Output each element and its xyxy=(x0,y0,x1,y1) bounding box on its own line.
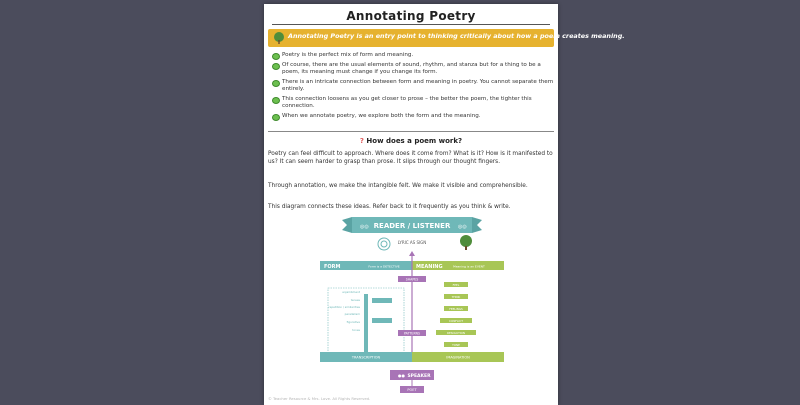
form-sub-label: Form is a DETECTIVE xyxy=(368,264,400,269)
form-item: tones xyxy=(352,328,360,332)
bullet-icon xyxy=(272,53,280,60)
poetry-diagram xyxy=(264,214,558,404)
footer-credit: © Teacher Resource & Mrs. Love. All Rights Reserved. xyxy=(268,396,371,401)
meaning-item: FEEL xyxy=(452,282,460,287)
paragraph: Through annotation, we make the intangible felt. We make it visible and comprehensible. xyxy=(268,183,528,189)
meaning-item: RESOLUTION xyxy=(447,330,465,335)
mask-icon: ●● xyxy=(398,373,405,378)
poet-label: POET xyxy=(407,388,417,392)
tree-icon xyxy=(272,31,286,45)
paragraph: This diagram connects these ideas. Refer back to it frequently as you think & write. xyxy=(268,204,511,210)
meaning-item: FEELINGS xyxy=(449,306,463,311)
bullet-text: Of course, there are the usual elements of sound, rhythm, and stanza but for a thing to be a poem, its meaning must change if you change its form. xyxy=(282,62,541,75)
lyric-label: LYRIC AS SIGN xyxy=(397,240,427,245)
section-heading xyxy=(264,137,558,145)
bullet-item xyxy=(272,62,554,76)
bullet-icon xyxy=(272,63,280,70)
ribbon-left-tail xyxy=(342,217,352,233)
meaning-label: MEANING xyxy=(416,264,443,270)
meaning-item: THINK xyxy=(451,294,461,299)
bullet-item xyxy=(272,52,554,59)
section-divider xyxy=(268,131,554,132)
bullet-icon xyxy=(272,97,280,104)
shapes-label: SHAPES xyxy=(405,277,419,282)
bullet-item xyxy=(272,79,554,93)
paragraph: Poetry can feel difficult to approach. Where does it come from? What is it? How is it manifested to us? It can seem harder to grasp than prose. It slips through our thought fingers. xyxy=(268,151,553,165)
form-item: enjambment xyxy=(342,290,360,294)
transcription-label: TRANSCRIPTION xyxy=(351,355,381,360)
meaning-item: CONFLICT xyxy=(449,318,463,323)
bullet-text: Poetry is the perfect mix of form and meaning. xyxy=(282,52,414,58)
bullet-icon xyxy=(272,114,280,121)
glasses-icon-right: ◎◎ xyxy=(458,224,467,230)
bullet-item xyxy=(272,96,554,110)
tree-icon-diagram xyxy=(460,235,472,250)
bullet-item xyxy=(272,113,554,120)
form-column xyxy=(364,294,368,354)
bullet-text: This connection loosens as you get closer to prose – the better the poem, the tighter this connection. xyxy=(282,96,532,109)
question-mark-icon: ? xyxy=(359,137,364,145)
speaker-label: SPEAKER xyxy=(407,374,431,379)
form-tag xyxy=(372,298,392,303)
intro-banner xyxy=(268,29,625,47)
bullet-text: When we annotate poetry, we explore both the form and the meaning. xyxy=(282,113,481,119)
document-page xyxy=(264,4,625,405)
bullet-list xyxy=(272,52,554,123)
form-item: tenses xyxy=(350,298,360,302)
patterns-label: PATTERNS xyxy=(403,331,421,336)
form-item: figurative xyxy=(346,320,360,324)
page-title: Annotating Poetry xyxy=(272,8,550,25)
banner-text: Annotating Poetry is an entry point to thinking critically about how a poem creates meaning. xyxy=(288,32,625,40)
diagram-header: READER / LISTENER xyxy=(373,222,451,230)
form-item: repetition / similarities xyxy=(328,305,360,309)
glasses-icon: ◎◎ xyxy=(360,224,369,230)
ribbon-right-tail xyxy=(472,217,482,233)
bullet-icon xyxy=(272,80,280,87)
form-label: FORM xyxy=(324,264,341,270)
spiral-icon xyxy=(378,238,390,250)
section-heading-text: How does a poem work? xyxy=(366,137,463,145)
form-tag xyxy=(372,318,392,323)
bullet-text: There is an intricate connection between form and meaning in poetry. You cannot separate them entirely. xyxy=(282,79,554,92)
imagination-label: IMAGINATION xyxy=(446,355,470,360)
arrow-head xyxy=(409,251,415,256)
meaning-sub-label: Meaning is an EVENT xyxy=(453,264,485,269)
form-item: parallelism xyxy=(344,312,360,316)
meaning-item: TONE xyxy=(452,342,460,347)
